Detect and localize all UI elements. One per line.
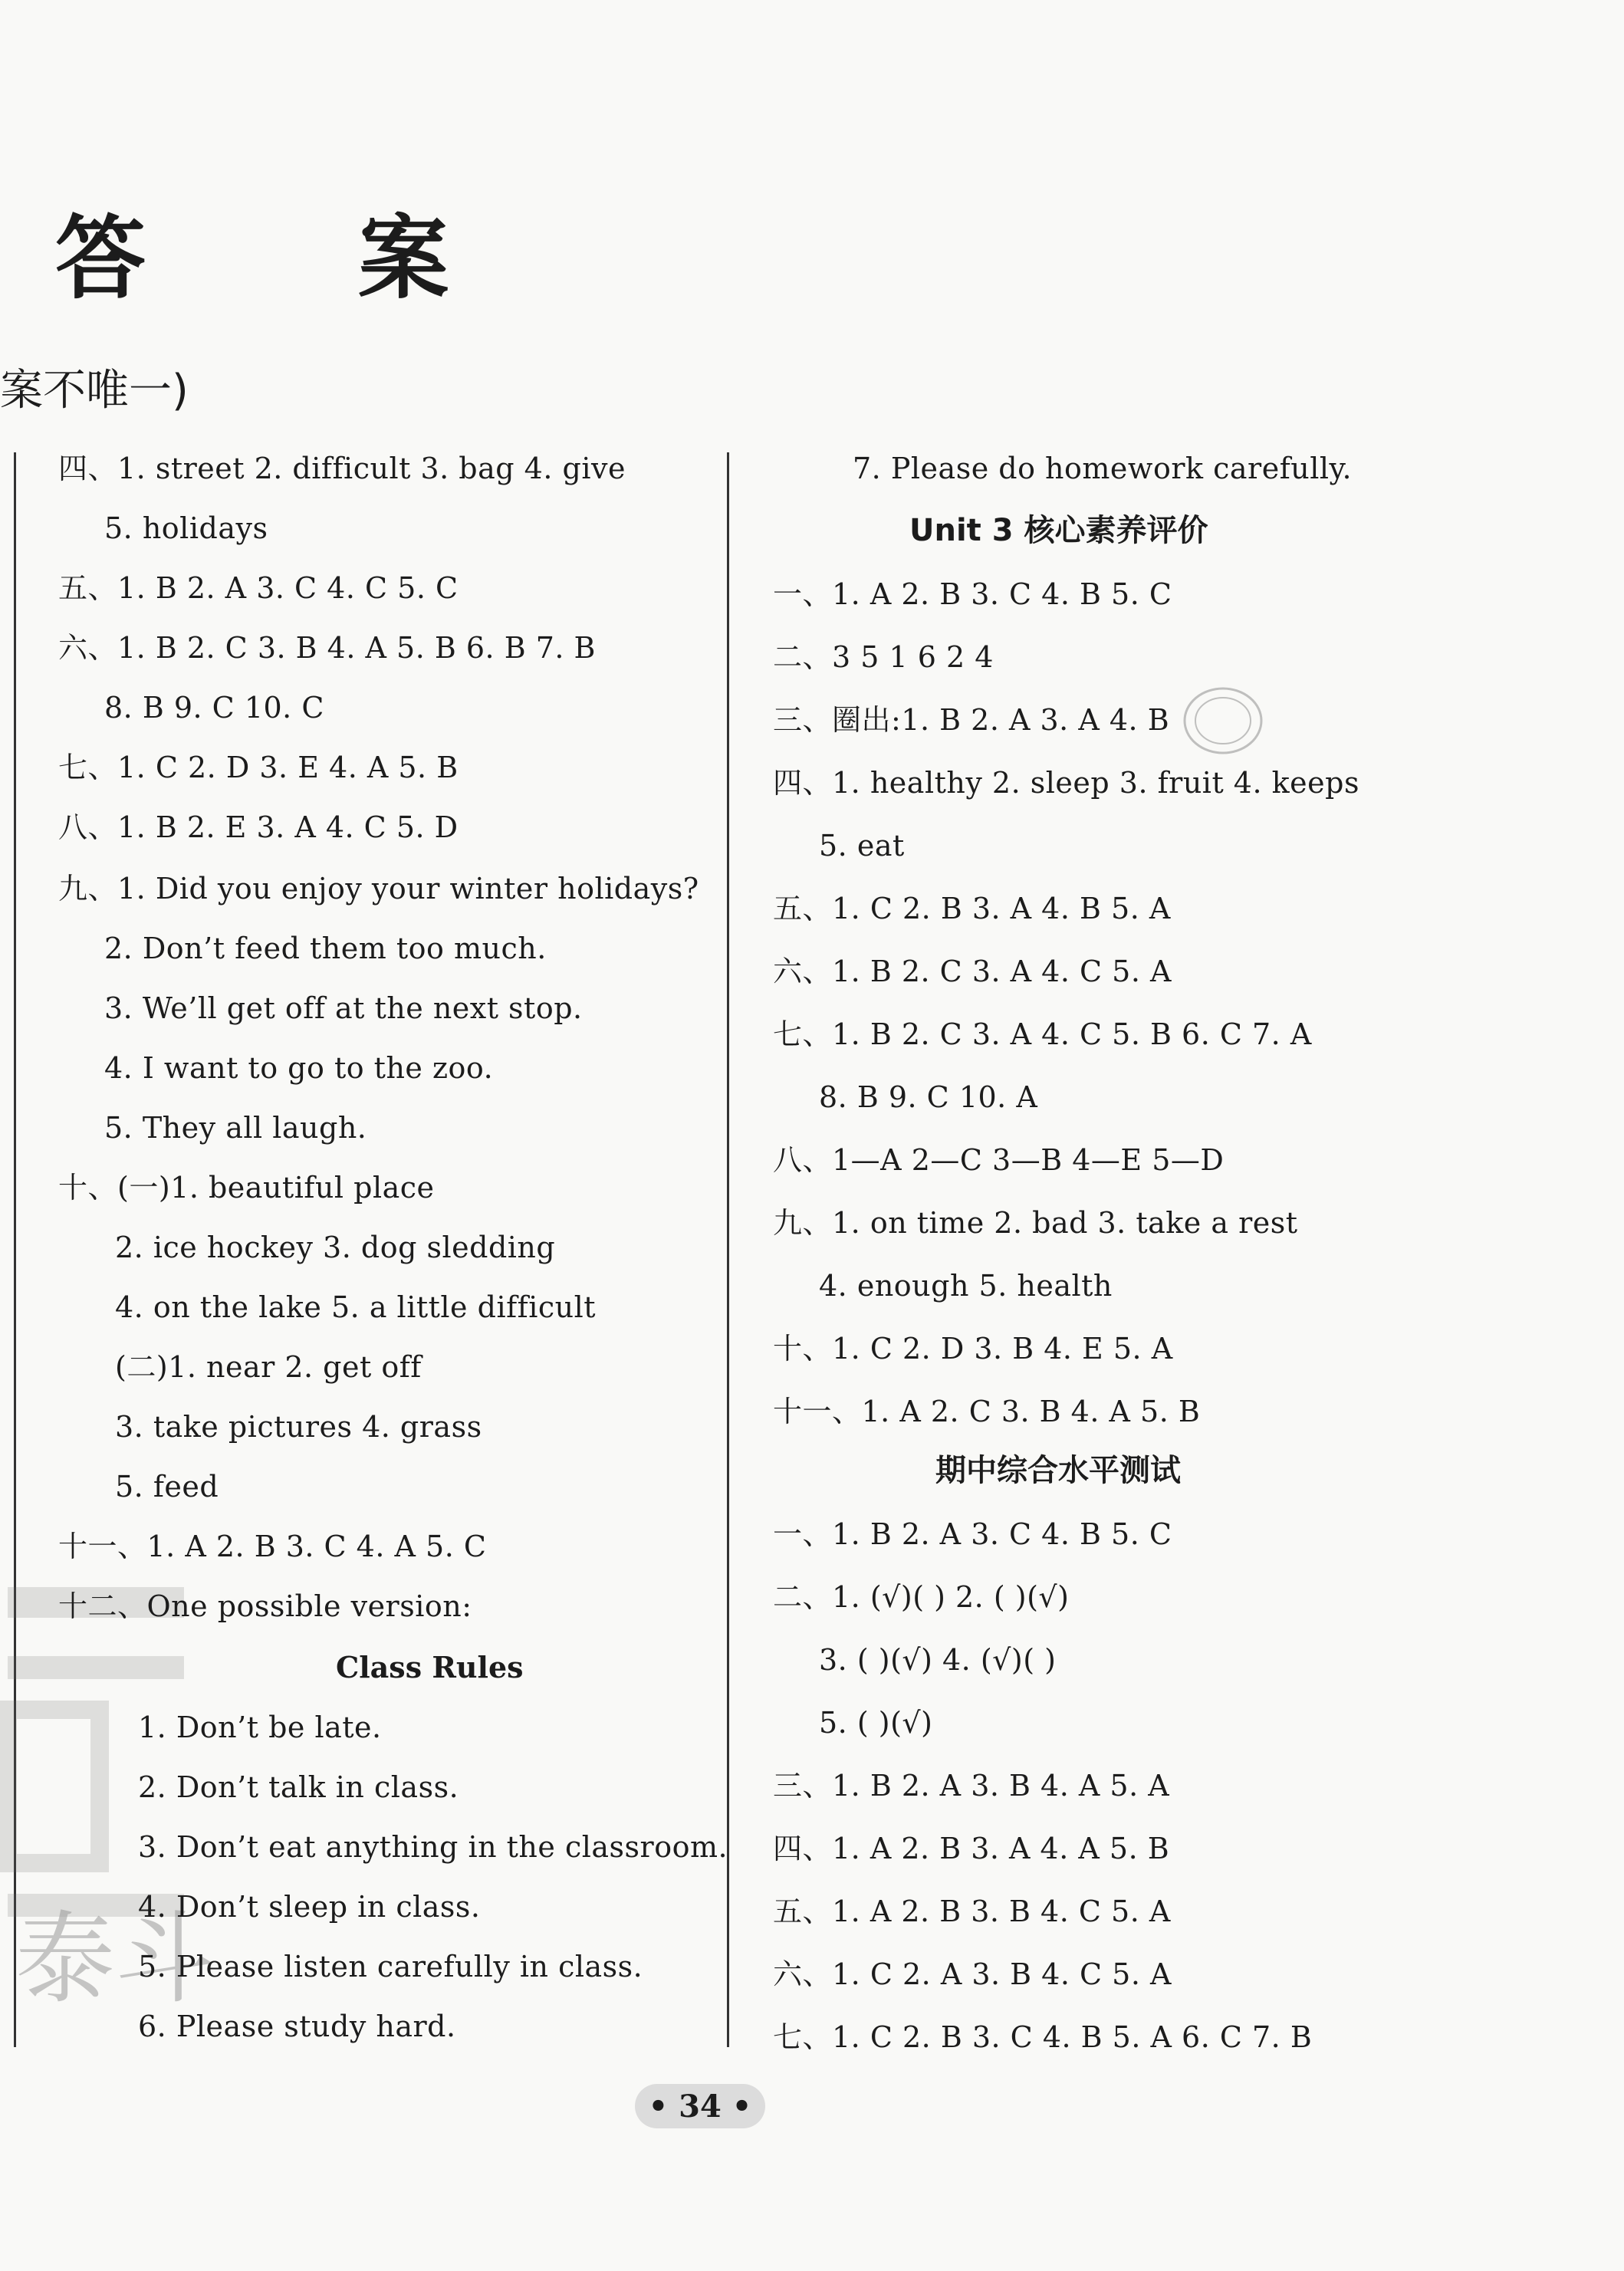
answer-line: 八、1. B 2. E 3. A 4. C 5. D bbox=[58, 810, 459, 844]
answer-line: 九、1. Did you enjoy your winter holidays? bbox=[58, 872, 699, 905]
answer-line: (二)1. near 2. get off bbox=[115, 1350, 422, 1384]
page-title: 答 案 bbox=[55, 205, 540, 311]
answer-line: 三、圈出:1. B 2. A 3. A 4. B bbox=[773, 703, 1170, 737]
answer-line: 5. holidays bbox=[104, 511, 268, 545]
answer-line: 六、1. B 2. C 3. B 4. A 5. B 6. B 7. B bbox=[58, 631, 596, 665]
answer-line: 一、1. A 2. B 3. C 4. B 5. C bbox=[773, 577, 1172, 611]
answer-line: 五、1. A 2. B 3. B 4. C 5. A bbox=[773, 1895, 1171, 1928]
page-subtitle: 案不唯一) bbox=[0, 366, 189, 416]
answer-line: 5. feed bbox=[115, 1470, 219, 1504]
watermark-text: 泰斗 bbox=[15, 1901, 215, 2017]
answer-line: 四、1. street 2. difficult 3. bag 4. give bbox=[58, 452, 626, 485]
answer-line: 4. Don’t sleep in class. bbox=[138, 1890, 481, 1924]
answer-line: 七、1. B 2. C 3. A 4. C 5. B 6. C 7. A bbox=[773, 1017, 1312, 1051]
answer-line: 十、(一)1. beautiful place bbox=[58, 1171, 435, 1205]
answer-line: 十一、1. A 2. B 3. C 4. A 5. C bbox=[58, 1530, 487, 1563]
answer-line: 六、1. B 2. C 3. A 4. C 5. A bbox=[773, 955, 1172, 988]
answer-line: 十二、One possible version: bbox=[58, 1589, 472, 1623]
answer-line: 5. ( )(√) bbox=[819, 1706, 933, 1740]
answer-line: 六、1. C 2. A 3. B 4. C 5. A bbox=[773, 1957, 1172, 1991]
answer-line: 五、1. C 2. B 3. A 4. B 5. A bbox=[773, 892, 1171, 925]
answer-line: 4. enough 5. health bbox=[819, 1269, 1113, 1303]
answer-line: 七、1. C 2. B 3. C 4. B 5. A 6. C 7. B bbox=[773, 2020, 1313, 2054]
page-number: • 34 • bbox=[635, 2084, 765, 2128]
answer-line: 八、1—A 2—C 3—B 4—E 5—D bbox=[773, 1143, 1225, 1177]
answer-line: 3. Don’t eat anything in the classroom. bbox=[138, 1830, 728, 1864]
answer-line: 二、1. (√)( ) 2. ( )(√) bbox=[773, 1580, 1070, 1614]
essay-title: Class Rules bbox=[336, 1650, 524, 1684]
answer-line: 三、1. B 2. A 3. B 4. A 5. A bbox=[773, 1769, 1170, 1803]
answer-line: 6. Please study hard. bbox=[138, 2010, 456, 2043]
left-margin-rule bbox=[14, 452, 16, 2047]
answer-line: 8. B 9. C 10. A bbox=[819, 1080, 1038, 1114]
answer-line: 七、1. C 2. D 3. E 4. A 5. B bbox=[58, 751, 459, 784]
section-heading-unit3: Unit 3 核心素养评价 bbox=[909, 513, 1208, 548]
answer-line: 五、1. B 2. A 3. C 4. C 5. C bbox=[58, 571, 459, 605]
answer-line: 2. ice hockey 3. dog sledding bbox=[115, 1231, 556, 1264]
answer-line: 2. Don’t talk in class. bbox=[138, 1770, 459, 1804]
answer-line: 5. Please listen carefully in class. bbox=[138, 1950, 643, 1983]
answer-line: 4. I want to go to the zoo. bbox=[104, 1051, 494, 1085]
answer-line: 十、1. C 2. D 3. B 4. E 5. A bbox=[773, 1332, 1173, 1366]
answer-line: 3. take pictures 4. grass bbox=[115, 1410, 482, 1444]
answer-line: 2. Don’t feed them too much. bbox=[104, 932, 547, 965]
answer-line: 4. on the lake 5. a little difficult bbox=[115, 1290, 597, 1324]
answer-line: 5. They all laugh. bbox=[104, 1111, 367, 1145]
seal-stamp-icon bbox=[1181, 682, 1265, 759]
answer-line: 3. ( )(√) 4. (√)( ) bbox=[819, 1643, 1057, 1677]
answer-line: 十一、1. A 2. C 3. B 4. A 5. B bbox=[773, 1395, 1201, 1428]
answer-line: 一、1. B 2. A 3. C 4. B 5. C bbox=[773, 1517, 1172, 1551]
answer-line: 1. Don’t be late. bbox=[138, 1711, 382, 1744]
answer-line: 3. We’ll get off at the next stop. bbox=[104, 991, 583, 1025]
answer-line: 5. eat bbox=[819, 829, 905, 863]
answer-line: 二、3 5 1 6 2 4 bbox=[773, 640, 994, 674]
answer-line: 九、1. on time 2. bad 3. take a rest bbox=[773, 1206, 1298, 1240]
answer-line: 7. Please do homework carefully. bbox=[853, 452, 1353, 485]
section-heading-midterm: 期中综合水平测试 bbox=[935, 1453, 1181, 1488]
answer-line: 四、1. healthy 2. sleep 3. fruit 4. keeps bbox=[773, 766, 1359, 800]
answer-line: 四、1. A 2. B 3. A 4. A 5. B bbox=[773, 1832, 1170, 1865]
answer-line: 8. B 9. C 10. C bbox=[104, 691, 324, 725]
column-divider bbox=[727, 452, 729, 2047]
